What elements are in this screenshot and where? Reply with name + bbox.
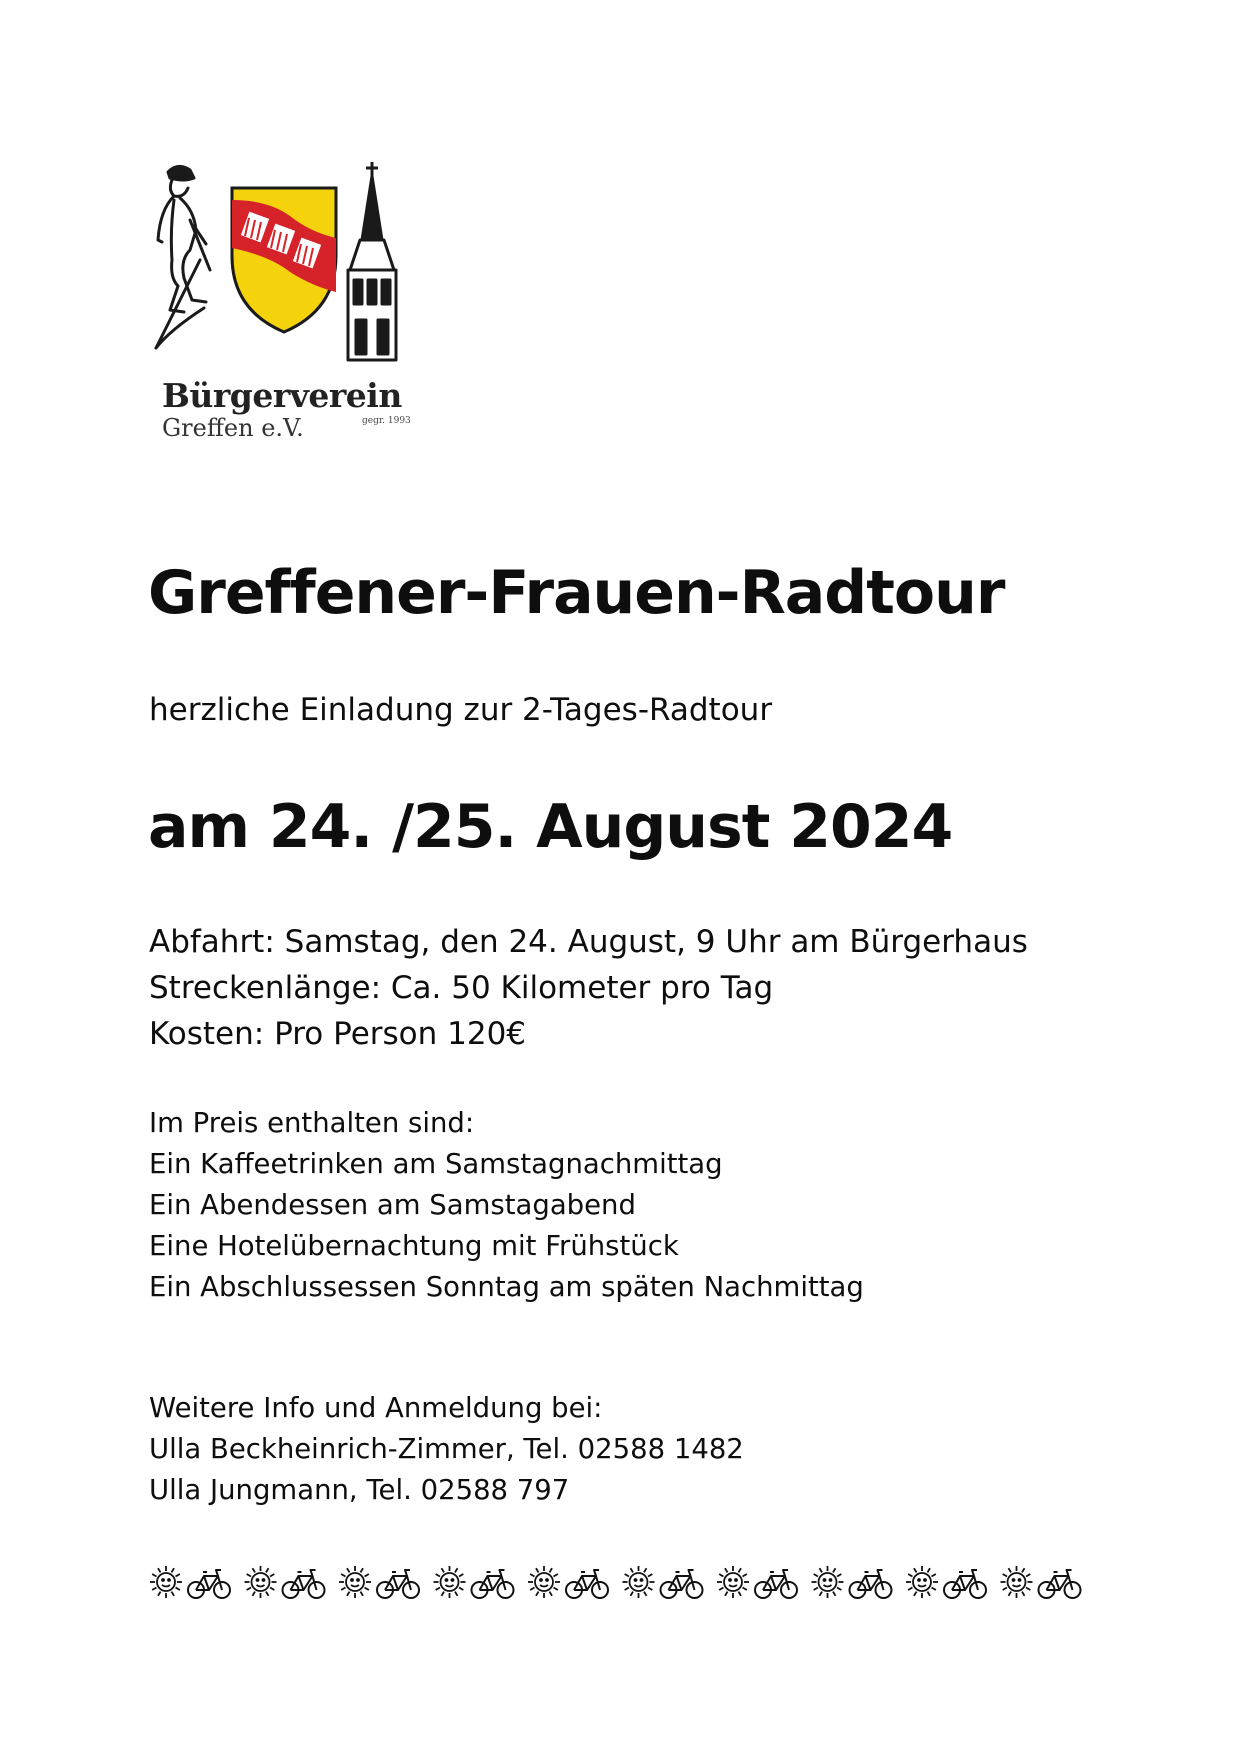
bicycle-icon xyxy=(566,1570,608,1598)
sun-icon xyxy=(717,1566,749,1598)
sun-icon xyxy=(906,1566,938,1598)
bicycle-icon xyxy=(850,1570,892,1598)
included-heading: Im Preis enthalten sind: xyxy=(149,1107,475,1139)
bicycle-icon xyxy=(661,1570,703,1598)
sun-icon xyxy=(623,1566,655,1598)
departure-line: Abfahrt: Samstag, den 24. August, 9 Uhr am Bürgerhaus xyxy=(149,924,1028,960)
list-item: Ein Abendessen am Samstagabend xyxy=(149,1189,636,1221)
bicycle-icon xyxy=(472,1570,514,1598)
contact-person: Ulla Jungmann, Tel. 02588 797 xyxy=(149,1474,570,1506)
sun-icon xyxy=(1001,1566,1033,1598)
event-date: am 24. /25. August 2024 xyxy=(148,792,953,862)
invitation-intro: herzliche Einladung zur 2-Tages-Radtour xyxy=(149,692,773,728)
logo-founded: gegr. 1993 xyxy=(362,416,411,426)
bicycle-icon xyxy=(755,1570,797,1598)
farmer-figure-icon xyxy=(156,166,210,348)
list-item: Eine Hotelübernachtung mit Frühstück xyxy=(149,1230,679,1262)
contact-list xyxy=(149,1429,744,1511)
club-logo xyxy=(150,160,420,450)
logo-emblem xyxy=(150,160,420,375)
contact-person: Ulla Beckheinrich-Zimmer, Tel. 02588 1482 xyxy=(149,1433,744,1465)
sun-icon xyxy=(528,1566,560,1598)
contact-heading: Weitere Info und Anmeldung bei: xyxy=(149,1392,603,1424)
sun-icon xyxy=(812,1566,844,1598)
event-details xyxy=(149,919,1028,1057)
bicycle-icon xyxy=(377,1570,419,1598)
logo-name: Bürgerverein xyxy=(162,376,402,415)
bicycle-icon xyxy=(188,1570,230,1598)
bicycle-icon xyxy=(1039,1570,1081,1598)
distance-line: Streckenlänge: Ca. 50 Kilometer pro Tag xyxy=(149,970,774,1006)
bicycle-icon xyxy=(944,1570,986,1598)
list-item: Ein Abschlussessen Sonntag am späten Nachmittag xyxy=(149,1271,864,1303)
bicycle-icon xyxy=(283,1570,325,1598)
event-title: Greffener-Frauen-Radtour xyxy=(148,558,1005,628)
sun-bicycle-ornament-row xyxy=(149,1560,1094,1604)
included-section xyxy=(149,1103,864,1308)
sun-icon xyxy=(434,1566,466,1598)
cost-line: Kosten: Pro Person 120€ xyxy=(149,1016,527,1052)
sun-icon xyxy=(245,1566,277,1598)
coat-of-arms-icon xyxy=(232,188,336,332)
contact-section xyxy=(149,1388,744,1511)
list-item: Ein Kaffeetrinken am Samstagnachmittag xyxy=(149,1148,723,1180)
church-tower-icon xyxy=(348,162,396,360)
logo-subtitle: Greffen e.V. xyxy=(162,414,304,442)
included-list xyxy=(149,1144,864,1308)
sun-icon xyxy=(150,1566,182,1598)
sun-icon xyxy=(339,1566,371,1598)
